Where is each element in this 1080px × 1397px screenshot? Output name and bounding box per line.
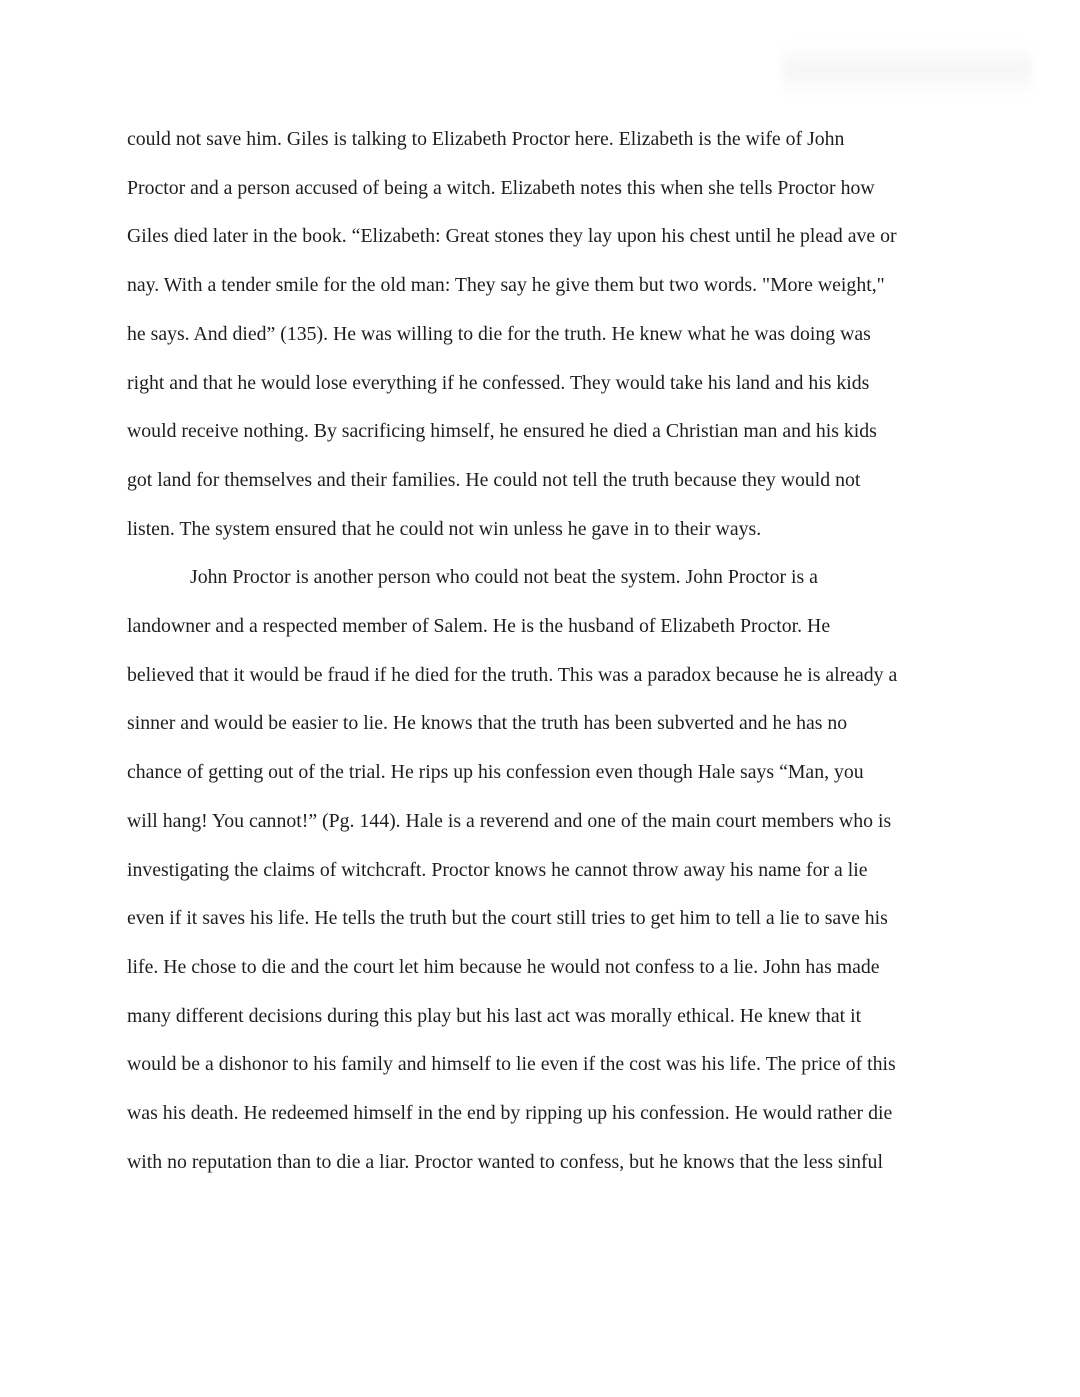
text-line: Giles died later in the book. “Elizabeth: Great stones they lay upon his chest until he plead ave or xyxy=(127,225,897,248)
faded-header-mark xyxy=(782,42,1032,98)
text-line: believed that it would be fraud if he died for the truth. This was a paradox because he is already a xyxy=(127,663,898,686)
text-line: would be a dishonor to his family and himself to lie even if the cost was his life. The price of this xyxy=(127,1053,896,1076)
text-line: right and that he would lose everything if he confessed. They would take his land and his kids xyxy=(127,371,870,394)
text-line: even if it saves his life. He tells the truth but the court still tries to get him to tell a lie to save his xyxy=(127,907,888,930)
text-line: would receive nothing. By sacrificing himself, he ensured he died a Christian man and his kids xyxy=(127,420,877,443)
text-line: chance of getting out of the trial. He rips up his confession even though Hale says “Man, you xyxy=(127,761,864,784)
essay-body xyxy=(127,115,967,1186)
text-line: Proctor and a person accused of being a witch. Elizabeth notes this when she tells Proctor how xyxy=(127,176,875,199)
text-line: with no reputation than to die a liar. Proctor wanted to confess, but he knows that the less sinful xyxy=(127,1150,883,1173)
text-line: will hang! You cannot!” (Pg. 144). Hale is a reverend and one of the main court members who is xyxy=(127,809,892,832)
text-line: landowner and a respected member of Salem. He is the husband of Elizabeth Proctor. He xyxy=(127,615,831,638)
paragraph-start-line: John Proctor is another person who could not beat the system. John Proctor is a xyxy=(190,566,818,589)
text-line: could not save him. Giles is talking to Elizabeth Proctor here. Elizabeth is the wife of John xyxy=(127,128,845,150)
text-line: listen. The system ensured that he could not win unless he gave in to their ways. xyxy=(127,517,762,540)
text-line: many different decisions during this play but his last act was morally ethical. He knew that it xyxy=(127,1004,862,1027)
text-line: was his death. He redeemed himself in the end by ripping up his confession. He would rather die xyxy=(127,1102,893,1125)
text-line: got land for themselves and their families. He could not tell the truth because they would not xyxy=(127,468,861,491)
text-line: investigating the claims of witchcraft. Proctor knows he cannot throw away his name for a lie xyxy=(127,858,868,881)
text-line: he says. And died” (135). He was willing to die for the truth. He knew what he was doing was xyxy=(127,322,871,345)
text-line: sinner and would be easier to lie. He knows that the truth has been subverted and he has no xyxy=(127,712,848,735)
text-line: nay. With a tender smile for the old man: They say he give them but two words. "More weight," xyxy=(127,274,885,297)
text-line: life. He chose to die and the court let him because he would not confess to a lie. John has made xyxy=(127,955,880,978)
